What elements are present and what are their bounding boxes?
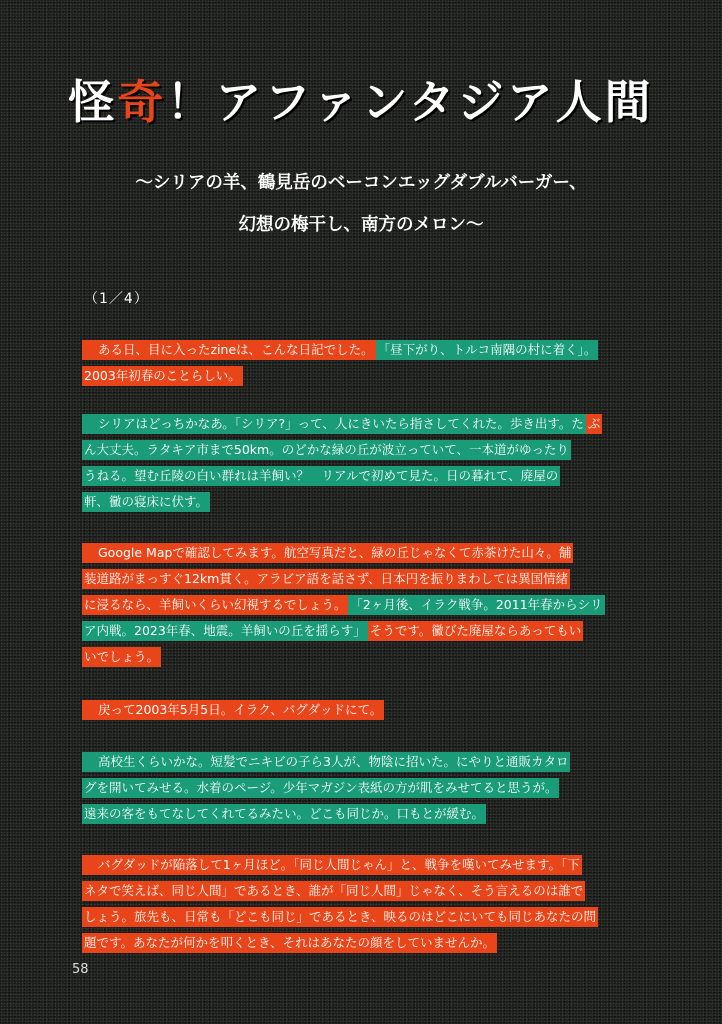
text-line xyxy=(82,933,642,953)
text-line xyxy=(82,466,642,486)
highlighted-text-segment: ん大丈夫。ラタキア市まで50km。のどかな緑の丘が波立っていて、一本道がゆったり xyxy=(82,440,571,460)
highlighted-text-segment: 軒、黴の寝床に伏す。 xyxy=(82,492,210,512)
paragraph-4 xyxy=(82,700,642,726)
text-line xyxy=(82,595,642,615)
paragraph-2 xyxy=(82,414,642,518)
page-number: 58 xyxy=(72,962,89,977)
text-line xyxy=(82,778,642,798)
text-line xyxy=(82,855,642,875)
text-line xyxy=(82,366,642,386)
text-line xyxy=(82,621,642,641)
highlighted-text-segment: ネタで笑えば、同じ人間」であるとき、誰が「同じ人間」じゃなく、そう言えるのは誰で xyxy=(82,881,585,901)
part-marker: （1／4） xyxy=(84,291,149,307)
subtitle-line-1: ～シリアの羊、鶴見岳のベーコンエッグダブルバーガー、 xyxy=(135,173,587,193)
highlighted-text-segment: そうです。黴びた廃屋ならあってもい xyxy=(368,621,583,641)
paragraph-3 xyxy=(82,543,642,673)
subtitle-line-2: 幻想の梅干し、南方のメロン～ xyxy=(238,215,484,235)
highlighted-text-segment: ある日、目に入ったzineは、こんな日記でした。 xyxy=(82,340,376,360)
text-line xyxy=(82,907,642,927)
highlighted-text-segment: に浸るなら、羊飼いくらい幻視するでしょう。 xyxy=(82,595,348,615)
title-prefix: 怪 xyxy=(68,75,118,129)
text-line xyxy=(82,569,642,589)
highlighted-text-segment: Google Mapで確認してみます。航空写真だと、緑の丘じゃなくて赤茶けた山々。舗 xyxy=(82,543,573,563)
highlighted-text-segment: シリアはどっちかなあ。「シリア?」って、人にきいたら指さしてくれた。歩き出す。た xyxy=(82,414,586,434)
highlighted-text-segment: 「昼下がり、トルコ南隅の村に着く」。 xyxy=(376,340,599,360)
highlighted-text-segment: 2003年初春のことらしい。 xyxy=(82,366,243,386)
highlighted-text-segment: 戻って2003年5月5日。イラク、バグダッドにて。 xyxy=(82,700,384,720)
text-line xyxy=(82,700,642,720)
title-accent: 奇 xyxy=(117,75,167,129)
text-line xyxy=(82,492,642,512)
highlighted-text-segment: 遠来の客をもてなしてくれてるみたい。どこも同じか。口もとが緩む。 xyxy=(82,804,486,824)
title-rest: ！アファンタジア人間 xyxy=(166,75,654,129)
paragraph-1 xyxy=(82,340,642,392)
text-line xyxy=(82,440,642,460)
highlighted-text-segment: ア内戦。2023年春、地震。羊飼いの丘を揺らす」 xyxy=(82,621,368,641)
highlighted-text-segment: ぶ xyxy=(586,414,603,434)
text-line xyxy=(82,414,642,434)
highlighted-text-segment: うねる。望む丘陵の白い群れは羊飼い？ リアルで初めて見た。日の暮れて、廃屋の xyxy=(82,466,560,486)
text-line xyxy=(82,881,642,901)
text-line xyxy=(82,340,642,360)
text-line xyxy=(82,543,642,563)
highlighted-text-segment: 「2ヶ月後、イラク戦争。2011年春からシリ xyxy=(348,595,604,615)
highlighted-text-segment: バグダッドが陥落して1ヶ月ほど。「同じ人間じゃん」と、戦争を嘆いてみせます。「下 xyxy=(82,855,582,875)
highlighted-text-segment: 高校生くらいかな。短髪でニキビの子ら3人が、物陰に招いた。にやりと通販カタロ xyxy=(82,752,570,772)
highlighted-text-segment: 題です。あなたが何かを叩くとき、それはあなたの顔をしていませんか。 xyxy=(82,933,497,953)
highlighted-text-segment: 装道路がまっすぐ12km貫く。アラビア語を話さず、日本円を振りまわしては異国情緒 xyxy=(82,569,570,589)
highlighted-text-segment: いでしょう。 xyxy=(82,647,161,667)
paragraph-5 xyxy=(82,752,642,830)
text-line xyxy=(82,647,642,667)
highlighted-text-segment: グを開いてみせる。水着のページ。少年マガジン表紙の方が肌をみせてると思うが。 xyxy=(82,778,559,798)
paragraph-6 xyxy=(82,855,642,959)
page-title xyxy=(0,74,722,130)
text-line xyxy=(82,804,642,824)
highlighted-text-segment: しょう。旅先も、日常も「どこも同じ」であるとき、映るのはどこにいても同じあなたの問 xyxy=(82,907,598,927)
text-line xyxy=(82,752,642,772)
